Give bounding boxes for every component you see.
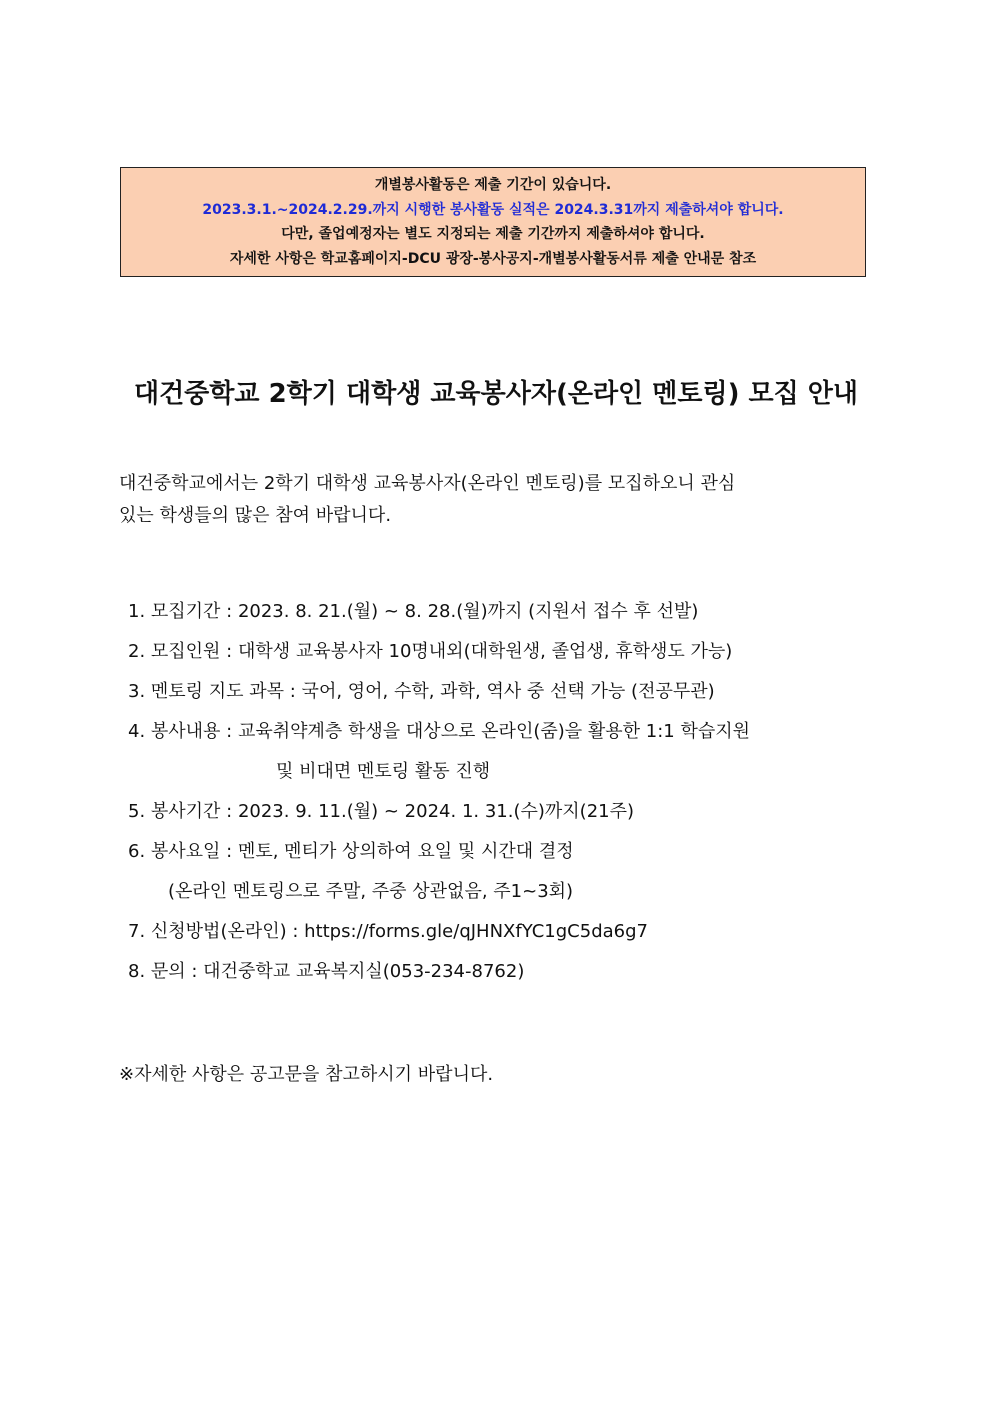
list-item-inquiry: 8. 문의 : 대건중학교 교육복지실(053-234-8762) — [128, 961, 525, 982]
intro-paragraph — [119, 468, 879, 532]
notice-line-4: 자세한 사항은 학교홈페이지-DCU 광장-봉사공지-개별봉사활동서류 제출 안내문 참조 — [229, 251, 757, 268]
notice-line-3: 다만, 졸업예정자는 별도 지정되는 제출 기간까지 제출하셔야 합니다. — [281, 226, 705, 243]
list-item-apply-method: 7. 신청방법(온라인) : https://forms.gle/qJHNXfYC1gC5da6g7 — [128, 921, 648, 942]
deadline-notice-box — [120, 167, 866, 277]
recruitment-details-list — [128, 592, 888, 992]
notice-line-1: 개별봉사활동은 제출 기간이 있습니다. — [374, 176, 612, 193]
intro-line-1: 대건중학교에서는 2학기 대학생 교육봉사자(온라인 멘토링)를 모집하오니 관심 — [119, 473, 736, 494]
footer-note: ※자세한 사항은 공고문을 참고하시기 바랍니다. — [119, 1064, 494, 1085]
list-item-service-days-cont: (온라인 멘토링으로 주말, 주중 상관없음, 주1~3회) — [168, 881, 574, 902]
intro-line-2: 있는 학생들의 많은 참여 바랍니다. — [119, 505, 392, 526]
list-item-service-content-cont: 및 비대면 멘토링 활동 진행 — [276, 761, 491, 782]
list-item-recruit-period: 1. 모집기간 : 2023. 8. 21.(월) ~ 8. 28.(월)까지 (지원서 접수 후 선발) — [128, 601, 699, 622]
document-title: 대건중학교 2학기 대학생 교육봉사자(온라인 멘토링) 모집 안내 — [133, 379, 859, 409]
list-item-service-period: 5. 봉사기간 : 2023. 9. 11.(월) ~ 2024. 1. 31.(수)까지(21주) — [128, 801, 635, 822]
list-item-service-content: 4. 봉사내용 : 교육취약계층 학생을 대상으로 온라인(줌)을 활용한 1:1 학습지원 — [128, 721, 750, 742]
list-item-subjects: 3. 멘토링 지도 과목 : 국어, 영어, 수학, 과학, 역사 중 선택 가능 (전공무관) — [128, 681, 715, 702]
list-item-recruit-count: 2. 모집인원 : 대학생 교육봉사자 10명내외(대학원생, 졸업생, 휴학생도 가능) — [128, 641, 733, 662]
list-item-service-days: 6. 봉사요일 : 멘토, 멘티가 상의하여 요일 및 시간대 결정 — [128, 841, 574, 862]
notice-line-2: 2023.3.1.~2024.2.29.까지 시행한 봉사활동 실적은 2024.3.31까지 제출하셔야 합니다. — [202, 201, 784, 218]
